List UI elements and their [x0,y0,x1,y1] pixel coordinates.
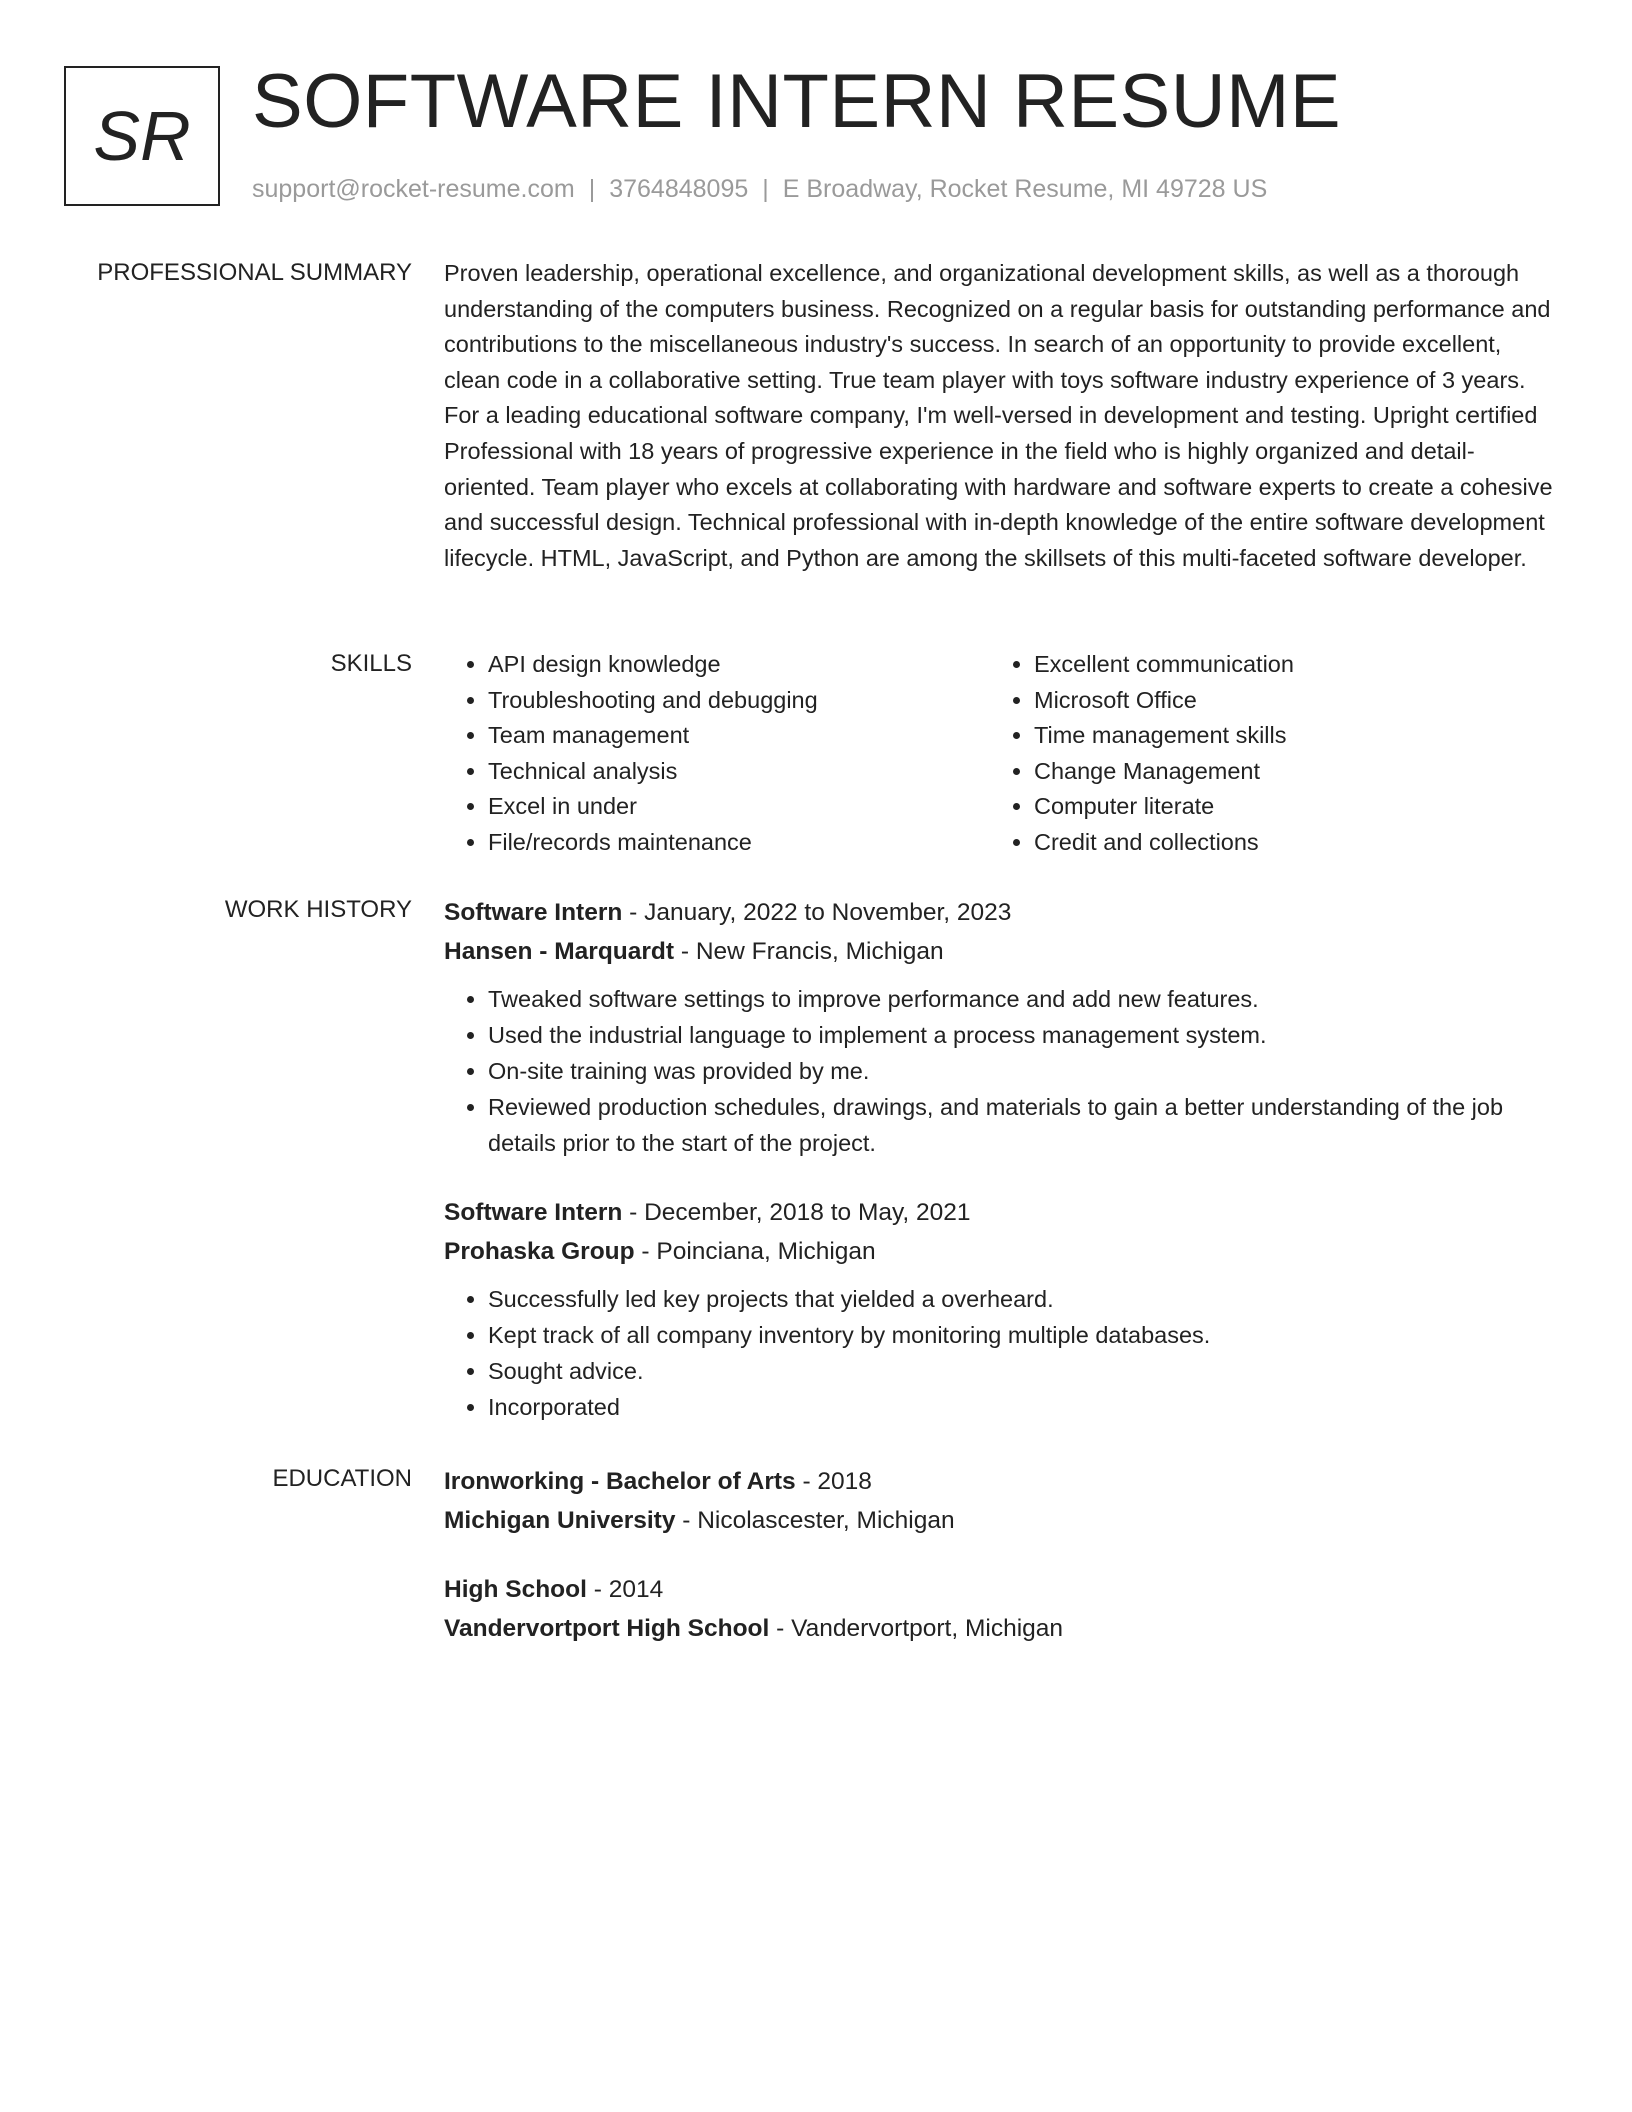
job-location: - Poinciana, Michigan [634,1238,876,1265]
job-bullet: • Incorporated [488,1389,1556,1425]
education-year: - 2018 [795,1468,872,1495]
job-company: Hansen - Marquardt [444,938,675,965]
education-school-line [444,1609,1556,1648]
summary-text: Proven leadership, operational excellence, and organizational development skills, as well as a thorough understanding of the computers business. Recognized on a regular basis for outstanding performance and contributions to the miscellaneous industry's success. In search of an opportunity to provide excellent, clean code in a collaborative setting. True team player with toys software industry experience of 3 years. For a leading educational software company, I'm well-versed in development and testing. Upright certified Professional with 18 years of progressive experience in the field who is highly organized and detail-oriented. Team player who excels at collaborating with hardware and software experts to create a cohesive and successful design. Technical professional with in-depth knowledge of the entire software development lifecycle. HTML, JavaScript, and Python are among the skillsets of this multi-faceted software developer. [444,260,1553,571]
section-label-skills: SKILLS [330,650,412,677]
job-title: Software Intern [444,1199,623,1226]
education-degree: High School [444,1576,587,1603]
job-company-line [444,932,1556,971]
skill-item: • File/records maintenance [488,825,990,861]
job-entry [444,1193,1556,1425]
education-school-line [444,1501,1556,1540]
education-body [444,1462,1556,1678]
skills-list-right [990,647,1536,861]
education-entry [444,1570,1556,1648]
skill-item: • Excel in under [488,789,990,825]
section-label-summary: PROFESSIONAL SUMMARY [97,259,412,286]
job-title-line [444,893,1556,932]
skill-item: • Change Management [1034,754,1536,790]
job-bullet: • Sought advice. [488,1353,1556,1389]
skill-item: • Technical analysis [488,754,990,790]
job-entry [444,893,1556,1161]
skill-item: • Credit and collections [1034,825,1536,861]
contact-separator: | [762,175,769,203]
contact-line [252,172,1267,206]
resume-title: SOFTWARE INTERN RESUME [252,59,1342,144]
skill-item: • Microsoft Office [1034,683,1536,719]
skills-list-left [444,647,990,861]
job-location: - New Francis, Michigan [674,938,944,965]
education-degree: Ironworking - Bachelor of Arts [444,1468,796,1495]
contact-email[interactable]: support@rocket-resume.com [252,175,575,203]
work-history-body [444,893,1556,1425]
section-label-work-history: WORK HISTORY [224,896,412,923]
skill-item: • Time management skills [1034,718,1536,754]
job-bullet: • Tweaked software settings to improve performance and add new features. [488,981,1556,1017]
education-degree-line [444,1570,1556,1609]
job-bullet: • Successfully led key projects that yielded a overheard. [488,1281,1556,1317]
summary-body [444,256,1556,576]
job-title: Software Intern [444,899,623,926]
education-location: - Vandervortport, Michigan [769,1615,1064,1642]
education-year: - 2014 [586,1576,664,1603]
job-title-line [444,1193,1556,1232]
job-bullet: • On-site training was provided by me. [488,1053,1556,1089]
job-company: Prohaska Group [444,1238,635,1265]
skill-item: • Excellent communication [1034,647,1536,683]
skill-item: • Computer literate [1034,789,1536,825]
education-entry [444,1462,1556,1540]
monogram-logo: SR [64,66,220,206]
education-degree-line [444,1462,1556,1501]
education-school: Michigan University [444,1507,676,1534]
job-bullet: • Used the industrial language to implement a process management system. [488,1017,1556,1053]
skill-item: • Team management [488,718,990,754]
job-bullets [444,1281,1556,1425]
education-school: Vandervortport High School [444,1615,770,1642]
job-bullet: • Reviewed production schedules, drawings, and materials to gain a better understanding of the job details prior to the start of the project. [488,1089,1556,1161]
contact-address: E Broadway, Rocket Resume, MI 49728 US [782,175,1268,203]
job-company-line [444,1232,1556,1271]
section-label-education: EDUCATION [272,1465,412,1492]
skills-body [444,647,1556,861]
job-bullet: • Kept track of all company inventory by monitoring multiple databases. [488,1317,1556,1353]
job-dates: - January, 2022 to November, 2023 [622,899,1012,926]
skill-item: • Troubleshooting and debugging [488,683,990,719]
education-location: - Nicolascester, Michigan [675,1507,955,1534]
job-bullets [444,981,1556,1161]
contact-phone[interactable]: 3764848095 [609,175,749,203]
skill-item: • API design knowledge [488,647,990,683]
contact-separator: | [588,175,596,203]
job-dates: - December, 2018 to May, 2021 [622,1199,971,1226]
